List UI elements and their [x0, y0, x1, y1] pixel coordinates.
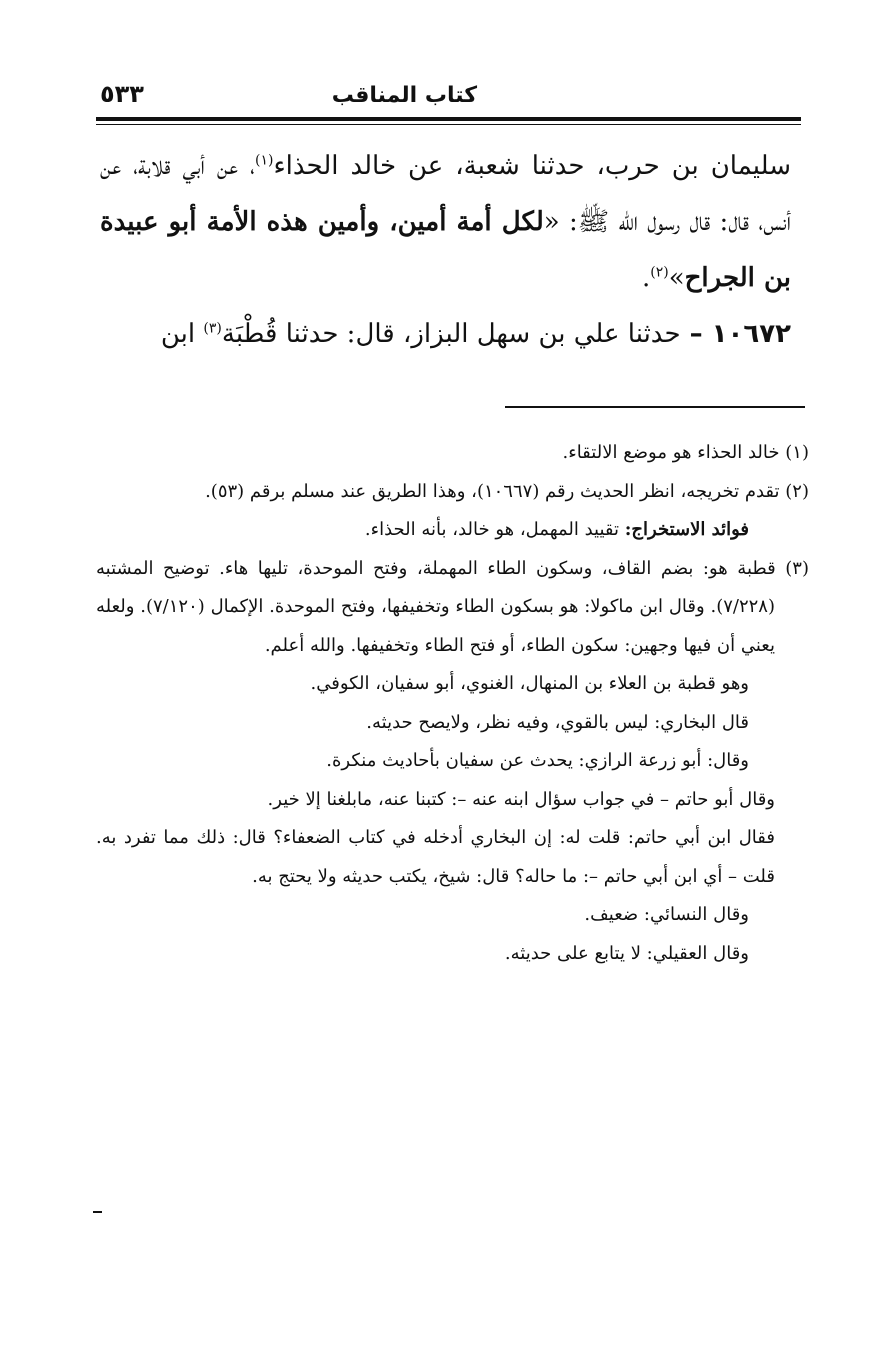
main-paragraph — [100, 138, 791, 306]
isnad-text: سليمان بن حرب، حدثنا شعبة، عن خالد الحذاء — [273, 151, 791, 181]
isnad-text-cont: ، عن أبي قلابة، عن أنس، قال: قال رسول الله ﷺ: « — [100, 151, 791, 237]
main-text — [100, 138, 791, 362]
footnote-ref-2: (٢) — [650, 264, 669, 281]
benefit-text: تقييد المهمل، هو خالد، بأنه الحذاء. — [364, 519, 625, 540]
footnote-1 — [96, 434, 809, 473]
footnote-2 — [96, 473, 809, 512]
footnote-2-benefit — [96, 511, 809, 550]
footnote-3-para: فقال ابن أبي حاتم: قلت له: إن البخاري أدخله في كتاب الضعفاء؟ قال: ذلك مما تفرد به. قلت – أي ابن أبي حاتم –: ما حاله؟ قال: شيخ، يكتب حديثه ولا يحتج به. — [96, 827, 775, 887]
footnote-text: تقدم تخريجه، انظر الحديث رقم (١٠٦٦٧)، وهذا الطريق عند مسلم برقم (٥٣). — [205, 480, 780, 502]
footnote-3-para: وقال النسائي: ضعيف. — [584, 904, 749, 925]
benefit-heading: فوائد الاستخراج: — [624, 519, 749, 540]
hadith-close-quote: » — [668, 263, 685, 293]
footnote-3-para: وقال: أبو زرعة الرازي: يحدث عن سفيان بأحاديث منكرة. — [326, 750, 749, 771]
footnote-text: قطبة هو: بضم القاف، وسكون الطاء المهملة، وفتح الموحدة، تليها هاء. توضيح المشتبه (٧/٢٢٨). وقال ابن ماكولا: هو بسكون الطاء وتخفيفها، وفتح الموحدة. الإكمال (٧/١٢٠). ولعله يعني أن فيها وجهين: سكون الطاء، أو فتح الطاء وتخفيفها. والله أعلم. — [96, 557, 776, 656]
header-rule-thick — [96, 117, 801, 121]
footnote-3-para: وقال أبو حاتم – في جواب سؤال ابنه عنه –: كتبنا عنه، مابلغنا إلا خير. — [267, 788, 775, 810]
header-rule-thin — [96, 124, 801, 125]
entry-paragraph — [100, 306, 791, 362]
footnote-text: خالد الحذاء هو موضع الالتقاء. — [562, 442, 780, 463]
footnote-marker: (١) — [785, 442, 809, 463]
entry-tail: ابن — [160, 319, 204, 349]
footnote-ref-1: (١) — [254, 152, 274, 169]
footnote-separator — [505, 406, 805, 408]
running-title: كتاب المناقب — [331, 83, 477, 108]
hadith-matn: لكل أمة أمين، وأمين هذه الأمة أبو عبيدة بن الجراح — [100, 207, 791, 293]
sentence-end: . — [641, 263, 651, 293]
footnote-ref-3: (٣) — [203, 320, 222, 337]
footnote-3 — [96, 550, 809, 666]
entry-text: حدثنا علي بن سهل البزاز، قال: حدثنا قُطْبَة — [221, 319, 681, 349]
footnotes — [96, 434, 809, 973]
footnote-3-para: قال البخاري: ليس بالقوي، وفيه نظر، ولايصح حديثه. — [366, 711, 749, 733]
footnote-3-para: وقال العقيلي: لا يتابع على حديثه. — [504, 942, 749, 964]
footnote-marker: (٢) — [785, 480, 809, 502]
page-header — [96, 80, 795, 112]
footnote-3-para: وهو قطبة بن العلاء بن المنهال، الغنوي، أبو سفيان، الكوفي. — [310, 673, 749, 694]
page-number: ٥٣٣ — [100, 80, 144, 108]
hadith-number-dash: – — [680, 319, 712, 349]
hadith-number: ١٠٦٧٢ — [711, 319, 791, 349]
footnote-marker: (٣) — [785, 557, 809, 579]
margin-dash-mark — [93, 1211, 102, 1213]
